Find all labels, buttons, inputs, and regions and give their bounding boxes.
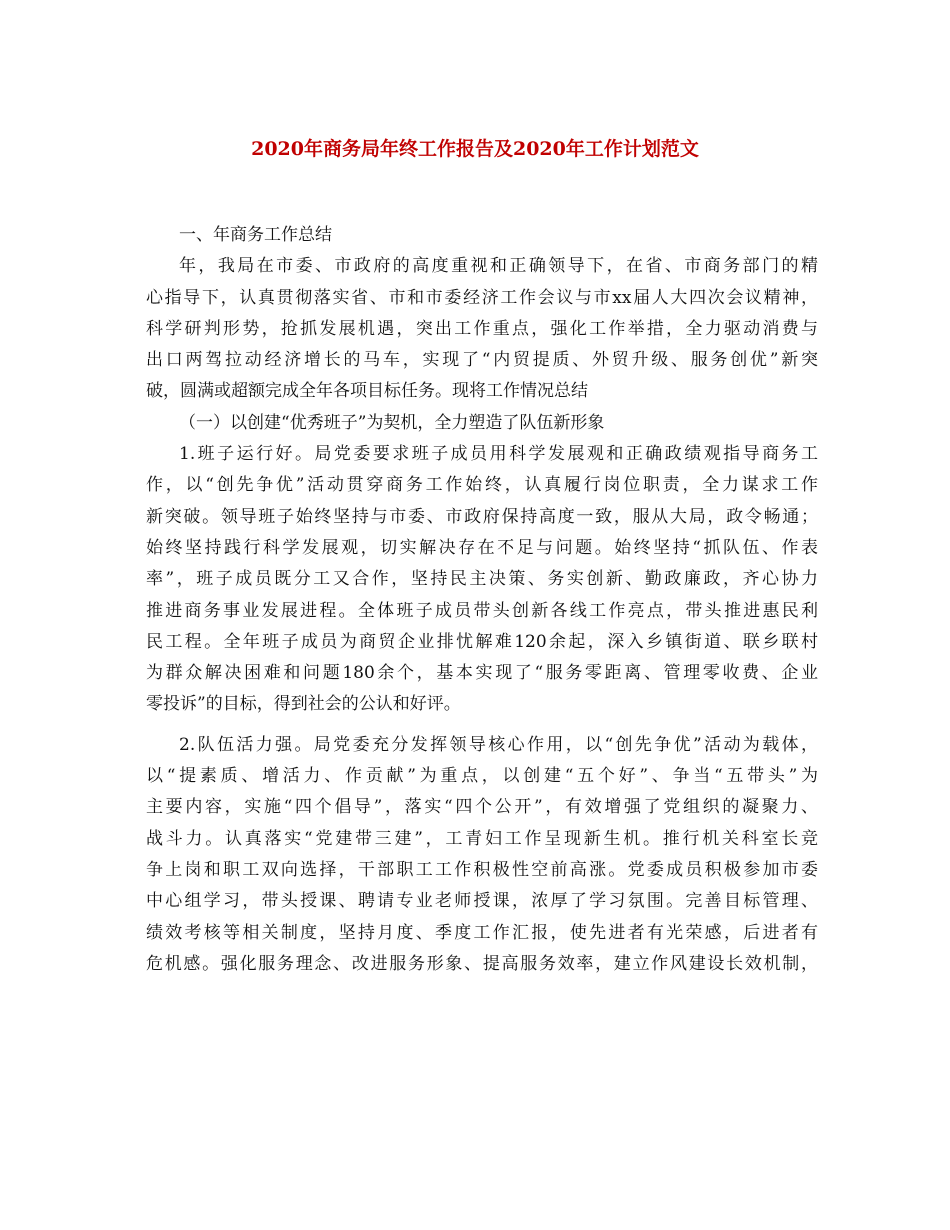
text-line: 2.队伍活力强。局党委充分发挥领导核心作用，以“创先争优”活动为载体， [179, 734, 818, 755]
text-line: 率”，班子成员既分工又合作，坚持民主决策、务实创新、勤政廉政，齐心协力 [146, 569, 818, 590]
text-line: （一）以创建“优秀班子”为契机，全力塑造了队伍新形象 [179, 412, 605, 433]
text-line: 破，圆满或超额完成全年各项目标任务。现将工作情况总结 [146, 381, 588, 402]
section-heading [146, 220, 818, 251]
subsection-heading [146, 408, 818, 439]
text-line: 始终坚持践行科学发展观，切实解决存在不足与问题。始终坚持“抓队伍、作表 [146, 537, 818, 558]
text-line: 民工程。全年班子成员为商贸企业排忧解难120余起，深入乡镇街道、联乡联村 [146, 631, 818, 652]
text-line: 出口两驾拉动经济增长的马车，实现了“内贸提质、外贸升级、服务创优”新突 [146, 350, 818, 371]
text-line: 一、年商务工作总结 [179, 225, 332, 245]
item-paragraph-1 [146, 439, 818, 721]
text-line: 推进商务事业发展进程。全体班子成员带头创新各线工作亮点，带头推进惠民利 [146, 600, 818, 621]
text-line: 年，我局在市委、市政府的高度重视和正确领导下，在省、市商务部门的精 [179, 256, 818, 277]
paragraph-spacer [146, 721, 818, 730]
text-line: 争上岗和职工双向选择，干部职工工作积极性空前高涨。党委成员积极参加市委 [146, 859, 818, 880]
text-line: 以“提素质、增活力、作贡献”为重点，以创建“五个好”、争当“五带头”为 [146, 766, 818, 787]
text-line: 心指导下，认真贯彻落实省、市和市委经济工作会议与市xx届人大四次会议精神， [146, 287, 818, 308]
text-line: 零投诉”的目标，得到社会的公认和好评。 [146, 694, 461, 715]
text-line: 战斗力。认真落实“党建带三建”，工青妇工作呈现新生机。推行机关科室长竞 [146, 828, 818, 849]
text-line: 科学研判形势，抢抓发展机遇，突出工作重点，强化工作举措，全力驱动消费与 [146, 318, 818, 339]
text-line: 危机感。强化服务理念、改进服务形象、提高服务效率，建立作风建设长效机制， [146, 953, 818, 974]
text-line: 1.班子运行好。局党委要求班子成员用科学发展观和正确政绩观指导商务工 [179, 444, 818, 465]
intro-paragraph [146, 251, 818, 407]
text-line: 为群众解决困难和问题180余个，基本实现了“服务零距离、管理零收费、企业 [146, 663, 818, 684]
document-title: 2020年商务局年终工作报告及2020年工作计划范文 [251, 138, 699, 160]
document-body [146, 220, 818, 980]
text-line: 绩效考核等相关制度，坚持月度、季度工作汇报，使先进者有光荣感，后进者有 [146, 922, 818, 943]
text-line: 中心组学习，带头授课、聘请专业老师授课，浓厚了学习氛围。完善目标管理、 [146, 891, 818, 912]
text-line: 新突破。领导班子始终坚持与市委、市政府保持高度一致，服从大局，政令畅通； [146, 506, 818, 527]
item-paragraph-2 [146, 730, 818, 980]
text-line: 主要内容，实施“四个倡导”，落实“四个公开”，有效增强了党组织的凝聚力、 [146, 797, 818, 818]
text-line: 作，以“创先争优”活动贯穿商务工作始终，认真履行岗位职责，全力谋求工作 [146, 475, 818, 496]
